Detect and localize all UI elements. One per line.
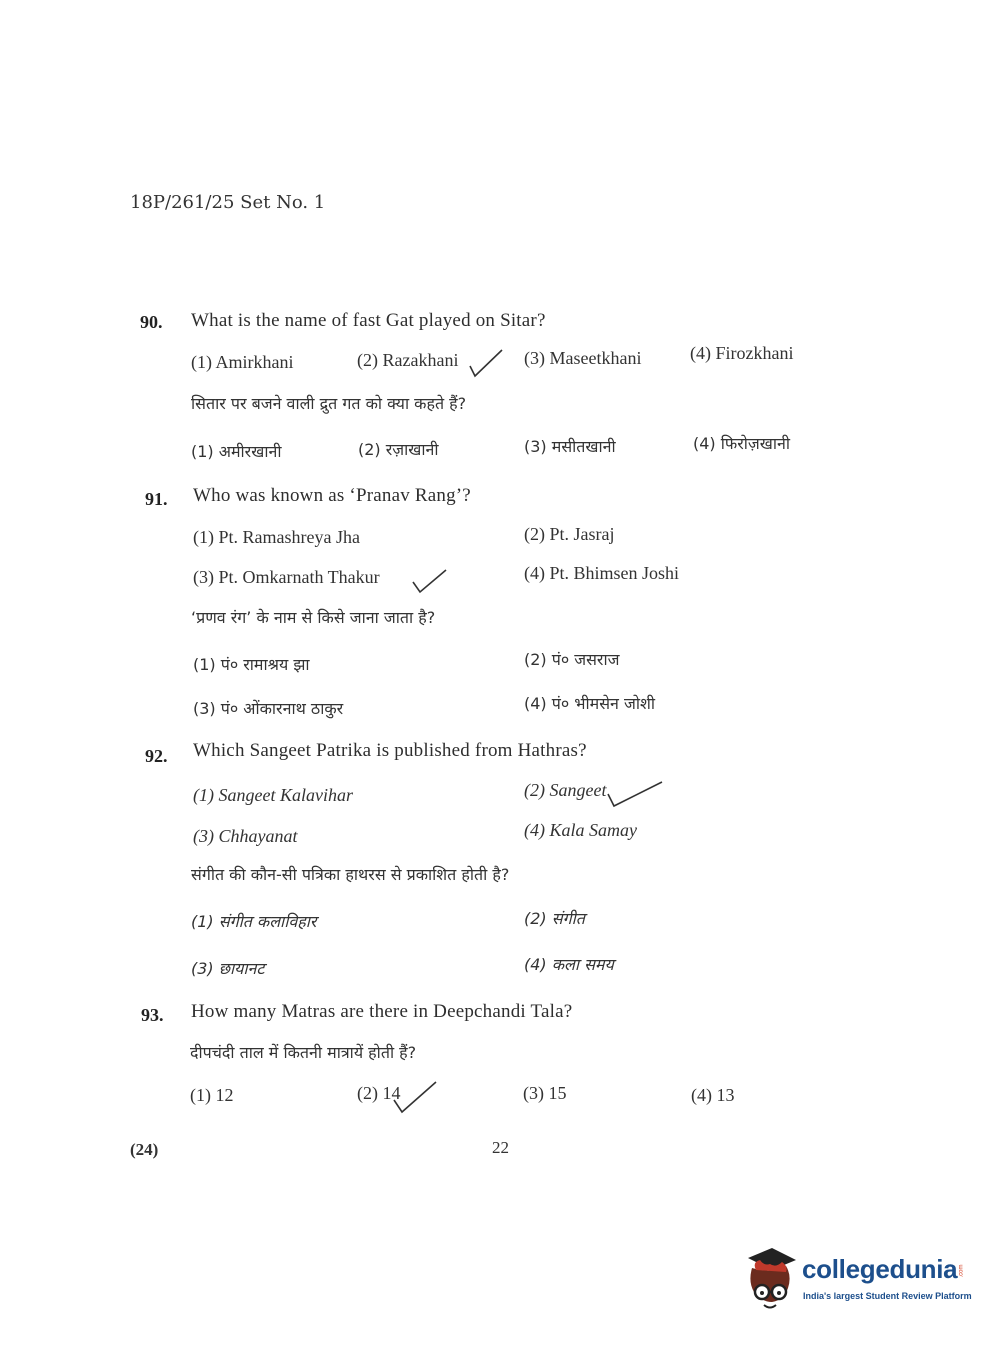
question-text-hi: ‘प्रणव रंग’ के नाम से किसे जाना जाता है? <box>191 608 436 627</box>
option-en: (2) Sangeet <box>524 780 607 800</box>
option-hi: (1) संगीत कलाविहार <box>191 912 317 931</box>
option-en: (4) Kala Samay <box>524 820 637 840</box>
option-en: (2) Razakhani <box>357 350 459 370</box>
option-en: (2) Pt. Jasraj <box>524 524 615 544</box>
answer-tick-mark <box>410 566 450 598</box>
option: (4) 13 <box>691 1085 735 1105</box>
option-en: (3) Chhayanat <box>193 826 298 846</box>
question-text-en: Who was known as ‘Pranav Rang’? <box>193 485 471 506</box>
question-text-en: How many Matras are there in Deepchandi Tala? <box>191 1001 573 1022</box>
option-en: (1) Sangeet Kalavihar <box>193 785 353 805</box>
answer-tick-mark <box>390 1078 440 1118</box>
option-hi: (2) पं० जसराज <box>524 650 620 669</box>
option-en: (3) Maseetkhani <box>524 348 642 368</box>
option: (3) 15 <box>523 1083 567 1103</box>
option-en: (3) Pt. Omkarnath Thakur <box>193 567 380 587</box>
option-hi: (3) छायानट <box>191 959 265 978</box>
option-en: (4) Firozkhani <box>690 343 794 363</box>
option-hi: (4) पं० भीमसेन जोशी <box>524 694 656 713</box>
option-hi: (4) कला समय <box>524 955 614 974</box>
option-hi: (4) फिरोज़खानी <box>693 434 791 453</box>
option-hi: (1) पं० रामाश्रय झा <box>193 655 310 674</box>
question-text-hi: संगीत की कौन-सी पत्रिका हाथरस से प्रकाशित होती है? <box>191 865 510 884</box>
option: (1) 12 <box>190 1085 234 1105</box>
collegedunia-logo <box>742 1248 972 1318</box>
option-en: (1) Pt. Ramashreya Jha <box>193 527 360 547</box>
question-text-en: What is the name of fast Gat played on Sitar? <box>191 310 546 331</box>
option-hi: (2) संगीत <box>524 909 585 928</box>
option-en: (1) Amirkhani <box>191 352 294 372</box>
paper-code: 18P/261/25 Set No. 1 <box>130 192 326 213</box>
question-number: 90. <box>140 312 163 332</box>
option-hi: (3) मसीतखानी <box>524 437 616 456</box>
option-hi: (2) रज़ाखानी <box>358 440 439 459</box>
question-number: 92. <box>145 746 168 766</box>
question-text-en: Which Sangeet Patrika is published from Hathras? <box>193 740 587 761</box>
logo-wordmark: collegedunia <box>802 1254 958 1284</box>
option-hi: (1) अमीरखानी <box>191 442 282 461</box>
option-hi: (3) पं० ओंकारनाथ ठाकुर <box>193 699 344 718</box>
logo-tagline: India's largest Student Review Platform <box>803 1291 972 1301</box>
option: (2) 14 <box>357 1083 401 1103</box>
logo-domain-suffix: .com <box>958 1264 965 1278</box>
option-en: (4) Pt. Bhimsen Joshi <box>524 563 680 583</box>
mascot-icon <box>742 1248 800 1314</box>
question-number: 93. <box>141 1005 164 1025</box>
question-text-hi: दीपचंदी ताल में कितनी मात्रायें होती हैं? <box>190 1043 417 1062</box>
answer-tick-mark <box>466 348 506 384</box>
page-number: 22 <box>492 1138 509 1157</box>
booklet-number: (24) <box>130 1140 159 1159</box>
question-number: 91. <box>145 489 168 509</box>
answer-tick-mark <box>606 778 666 812</box>
question-text-hi: सितार पर बजने वाली द्रुत गत को क्या कहते हैं? <box>191 394 467 413</box>
